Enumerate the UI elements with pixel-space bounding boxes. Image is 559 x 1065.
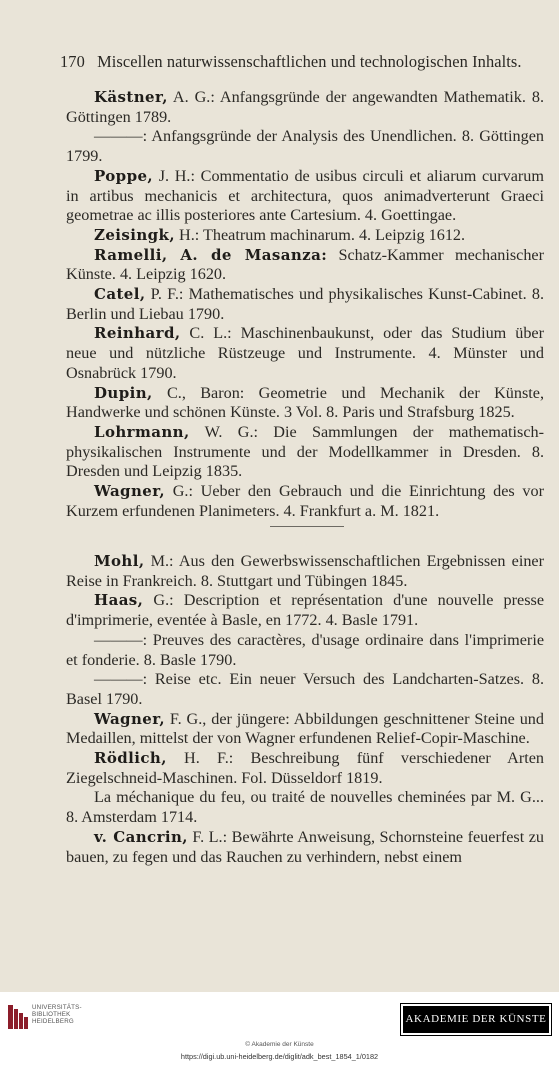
entry-text: W. G.: Die Sammlungen der mathematisch-physikalischen Instrumente und der Modellkammer in Dresden. 8. Dresden und Leipzig 1835. (66, 422, 544, 481)
permalink[interactable]: https://digi.ub.uni-heidelberg.de/diglit/adk_best_1854_1/0182 (180, 1052, 379, 1061)
entry-text: ———: Anfangsgründe der Analysis des Unendlichen. 8. Göttingen 1799. (66, 127, 544, 166)
bibliography-entry (66, 552, 544, 591)
library-name (32, 1004, 82, 1025)
entry-text: J. H.: Commentatio de usibus circuli et aliarum curvarum in artibus mechanicis et architectura, quos animadverterunt Graeci geometrae ac illis posteriores ante Cartesium. 4. Goettingae. (66, 166, 544, 225)
author-name: Zeisingk, (94, 225, 175, 244)
akademie-badge[interactable]: AKADEMIE DER KÜNSTE (401, 1004, 551, 1035)
bibliography-entry (66, 749, 544, 788)
bibliography-entry (66, 591, 544, 630)
page-number: 170 (60, 52, 85, 71)
author-name: Wagner, (94, 482, 166, 501)
bibliography-entry (66, 226, 544, 246)
entry-text: ———: Preuves des caractères, d'usage ordinaire dans l'imprimerie et fonderie. 8. Basle 1790. (66, 630, 544, 669)
entry-text: ———: Reise etc. Ein neuer Versuch des Landcharten-Satzes. 8. Basel 1790. (66, 670, 544, 708)
author-name: Dupin, (94, 383, 153, 402)
entry-text: P. F.: Mathematisches und physikalisches Kunst-Cabinet. 8. Berlin und Liebau 1790. (66, 285, 544, 323)
bibliography-entry (66, 670, 544, 709)
bibliography-entry (66, 246, 544, 285)
bibliography-entry (66, 127, 544, 166)
entry-text: M.: Aus den Gewerbswissenschaftlichen Ergebnissen einer Reise in Frankreich. 8. Stuttgart und Tübingen 1845. (66, 552, 544, 590)
author-name: Rödlich, (94, 749, 167, 768)
bibliography-entry (66, 384, 544, 423)
bibliography-entry (66, 828, 544, 867)
author-name: Catel, (94, 285, 146, 304)
bibliography-section-2 (66, 552, 544, 867)
author-name: Kästner, (94, 88, 168, 106)
entry-text: C. L.: Maschinenbaukunst, oder das Studium über neue und nützliche Rüstzeuge und Instrumente. 4. Münster und Osnabrück 1790. (66, 324, 544, 382)
entry-text: F. L.: Bewährte Anweisung, Schornsteine feuerfest zu bauen, zu fegen und das Rauchen zu verhindern, nebst einem (66, 827, 544, 866)
entry-text: H.: Theatrum machinarum. 4. Leipzig 1612. (174, 225, 466, 244)
library-line-2: BIBLIOTHEK (32, 1011, 71, 1018)
running-header (60, 52, 530, 72)
header-title: Miscellen naturwissenschaftlichen und technologischen Inhalts. (97, 52, 522, 71)
bibliography-entry (66, 88, 544, 127)
author-name: Haas, (94, 591, 144, 610)
bibliography-entry (66, 631, 544, 670)
entry-text: G.: Description et représentation d'une nouvelle presse d'imprimerie, eventée à Basle, en 1772. 4. Basle 1791. (66, 591, 544, 630)
author-name: Lohrmann, (94, 422, 190, 441)
bibliography-entry (66, 167, 544, 226)
entry-text: A. G.: Anfangsgründe der angewandten Mathematik. 8. Göttingen 1789. (66, 88, 544, 126)
bibliography-entry (66, 423, 544, 482)
entry-text: F. G., der jüngere: Abbildungen geschnittener Steine und Medaillen, mittelst der von Wagner erfundenen Relief-Copir-Maschine. (66, 709, 544, 748)
library-line-1: UNIVERSITÄTS- (32, 1004, 82, 1011)
bibliography-entry (66, 285, 544, 324)
entry-text: G.: Ueber den Gebrauch und die Einrichtung des vor Kurzem erfundenen Planimeters. 4. Frankfurt a. M. 1821. (66, 482, 544, 520)
entry-text: La méchanique du feu, ou traité de nouvelles cheminées par M. G... 8. Amsterdam 1714. (66, 788, 544, 827)
entry-text: C., Baron: Geometrie und Mechanik der Künste, Handwerke und schönen Künste. 3 Vol. 8. Paris und Strafsburg 1825. (66, 383, 544, 422)
author-name: Poppe, (94, 166, 154, 185)
bibliography-entry (66, 482, 544, 521)
library-line-3: HEIDELBERG (32, 1018, 74, 1025)
bibliography-entry (66, 710, 544, 749)
author-name: Ramelli, A. de Masanza: (94, 245, 328, 264)
author-name: Mohl, (94, 552, 145, 570)
bibliography-section-1 (66, 88, 544, 521)
author-name: v. Cancrin, (94, 827, 188, 846)
entry-text: Schatz-Kammer mechanischer Künste. 4. Leipzig 1620. (66, 245, 544, 284)
copyright-notice: © Akademie der Künste (245, 1041, 314, 1048)
author-name: Reinhard, (94, 324, 181, 343)
entry-text: H. F.: Beschreibung fünf verschiedener Arten Ziegelschneid-Maschinen. Fol. Düsseldorf 1819. (66, 749, 544, 787)
author-name: Wagner, (94, 709, 166, 728)
bibliography-entry (66, 324, 544, 383)
section-divider (270, 526, 344, 527)
bibliography-entry (66, 788, 544, 827)
